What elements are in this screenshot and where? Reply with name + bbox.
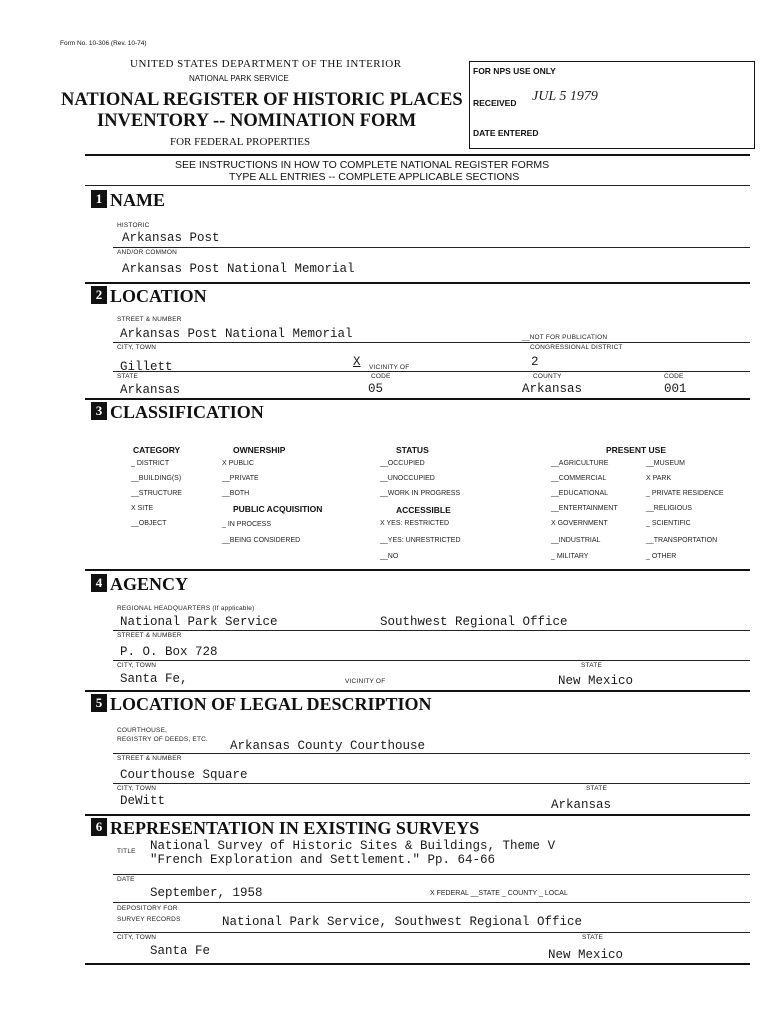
city-label: CITY, TOWN <box>117 344 157 351</box>
county-value: Arkansas <box>522 382 583 396</box>
survey-date-label: DATE <box>117 876 135 883</box>
use-other: _ OTHER <box>646 553 677 560</box>
department-name: UNITED STATES DEPARTMENT OF THE INTERIOR <box>130 58 402 70</box>
section-title: LOCATION <box>110 286 207 306</box>
section-rule <box>85 398 750 400</box>
section-title: REPRESENTATION IN EXISTING SURVEYS <box>110 818 480 838</box>
field-rule <box>113 342 750 343</box>
status-work-in-progress: __WORK IN PROGRESS <box>380 490 461 497</box>
category-district: _ DISTRICT <box>131 460 170 467</box>
ownership-both: __BOTH <box>222 490 250 497</box>
legal-city-value: DeWitt <box>120 794 166 808</box>
use-industrial: __INDUSTRIAL <box>551 537 601 544</box>
legal-city-label: CITY, TOWN <box>117 785 157 792</box>
instructions-line: SEE INSTRUCTIONS IN HOW TO COMPLETE NATIONAL REGISTER FORMS <box>175 159 550 171</box>
ownership-header: OWNERSHIP <box>233 445 286 455</box>
use-entertainment: __ENTERTAINMENT <box>551 505 618 512</box>
nps-box-label: FOR NPS USE ONLY <box>473 66 556 76</box>
public-acquisition-header: PUBLIC ACQUISITION <box>233 504 323 514</box>
historic-label: HISTORIC <box>117 222 150 229</box>
section-rule <box>85 963 750 965</box>
acquisition-in-process: _ IN PROCESS <box>222 521 272 528</box>
survey-city-label: CITY, TOWN <box>117 934 157 941</box>
agency-vicinity-label: VICINITY OF <box>345 678 386 685</box>
section-rule <box>85 690 750 692</box>
category-structure: __STRUCTURE <box>131 490 182 497</box>
section-rule <box>85 814 750 816</box>
use-transportation: __TRANSPORTATION <box>646 537 718 544</box>
use-private-residence: _ PRIVATE RESIDENCE <box>646 490 724 497</box>
code-value: 05 <box>368 382 384 396</box>
survey-title-label: TITLE <box>117 848 136 855</box>
survey-level: X FEDERAL __STATE _ COUNTY _ LOCAL <box>430 890 568 897</box>
code2-label: CODE <box>664 373 684 380</box>
section-title: NAME <box>110 190 165 210</box>
legal-state-value: Arkansas <box>551 798 612 812</box>
accessible-header: ACCESSIBLE <box>396 505 451 515</box>
accessible-unrestricted: __YES: UNRESTRICTED <box>380 537 461 544</box>
congressional-label: CONGRESSIONAL DISTRICT <box>530 344 623 351</box>
section-number: 4 <box>91 574 107 592</box>
field-rule <box>113 874 750 875</box>
use-religious: __RELIGIOUS <box>646 505 692 512</box>
use-park: X PARK <box>646 475 672 482</box>
date-entered-label: DATE ENTERED <box>473 128 539 138</box>
use-commercial: __COMMERCIAL <box>551 475 607 482</box>
survey-title-value: National Survey of Historic Sites & Buildings, Theme V <box>150 839 556 853</box>
hq-office-value: Southwest Regional Office <box>380 615 568 629</box>
hq-label: REGIONAL HEADQUARTERS (If applicable) <box>117 605 255 612</box>
congressional-value: 2 <box>531 355 539 369</box>
category-object: __OBJECT <box>131 520 167 527</box>
county-label: COUNTY <box>533 373 562 380</box>
survey-state-label: STATE <box>582 934 603 941</box>
state-value: Arkansas <box>120 383 181 397</box>
section-number: 1 <box>91 190 107 208</box>
section-title: CLASSIFICATION <box>110 402 264 422</box>
nps-use-box <box>469 61 755 149</box>
agency-state-label: STATE <box>581 662 602 669</box>
agency-city-label: CITY, TOWN <box>117 662 157 669</box>
agency-street-value: P. O. Box 728 <box>120 645 218 659</box>
section-name-heading <box>91 190 165 211</box>
section-title: LOCATION OF LEGAL DESCRIPTION <box>110 694 432 714</box>
survey-city-value: Santa Fe <box>150 944 211 958</box>
category-buildings: __BUILDING(S) <box>131 475 182 482</box>
survey-records-label: SURVEY RECORDS <box>117 916 181 923</box>
registry-label: REGISTRY OF DEEDS, ETC. <box>117 736 209 743</box>
survey-title-value-2: "French Exploration and Settlement." Pp. 64-66 <box>150 853 496 867</box>
survey-date-value: September, 1958 <box>150 886 263 900</box>
not-for-publication: __NOT FOR PUBLICATION <box>522 334 608 341</box>
section-legal-description-heading <box>91 694 432 715</box>
section-surveys-heading <box>91 818 479 839</box>
agency-street-label: STREET & NUMBER <box>117 632 182 639</box>
street-label: STREET & NUMBER <box>117 316 182 323</box>
section-title: AGENCY <box>110 574 189 594</box>
category-header: CATEGORY <box>133 445 181 455</box>
hq-value: National Park Service <box>120 615 278 629</box>
field-rule <box>113 630 750 631</box>
ownership-private: __PRIVATE <box>222 475 259 482</box>
type-entries-line: TYPE ALL ENTRIES -- COMPLETE APPLICABLE SECTIONS <box>229 171 520 183</box>
field-rule <box>113 660 750 661</box>
section-number: 2 <box>91 286 107 304</box>
section-agency-heading <box>91 574 188 595</box>
code-label: CODE <box>371 373 391 380</box>
common-label: AND/OR COMMON <box>117 249 178 256</box>
agency-name: NATIONAL PARK SERVICE <box>189 74 289 83</box>
accessible-no: __NO <box>380 553 399 560</box>
section-number: 3 <box>91 402 107 420</box>
field-rule <box>113 932 750 933</box>
use-museum: __MUSEUM <box>646 460 685 467</box>
use-military: _ MILITARY <box>551 553 589 560</box>
section-rule <box>85 282 750 284</box>
ownership-public: X PUBLIC <box>222 460 254 467</box>
accessible-restricted: X YES: RESTRICTED <box>380 520 450 527</box>
section-classification-heading <box>91 402 264 423</box>
received-stamp: JUL 5 1979 <box>532 89 598 104</box>
legal-state-label: STATE <box>586 785 607 792</box>
vicinity-mark: X <box>353 355 361 369</box>
header-rule <box>85 154 750 156</box>
field-rule <box>113 902 750 903</box>
legal-street-label: STREET & NUMBER <box>117 755 182 762</box>
use-scientific: _ SCIENTIFIC <box>646 520 691 527</box>
legal-street-value: Courthouse Square <box>120 768 248 782</box>
section-number: 5 <box>91 694 107 712</box>
depository-value: National Park Service, Southwest Regional Office <box>222 915 583 929</box>
city-value: Gillett <box>120 360 173 374</box>
historic-value: Arkansas Post <box>122 231 220 245</box>
field-rule <box>113 247 750 248</box>
status-occupied: __OCCUPIED <box>380 460 425 467</box>
agency-city-value: Santa Fe, <box>120 672 188 686</box>
courthouse-value: Arkansas County Courthouse <box>230 739 426 753</box>
present-use-header: PRESENT USE <box>606 445 666 455</box>
common-value: Arkansas Post National Memorial <box>122 262 355 276</box>
code2-value: 001 <box>664 382 687 396</box>
vicinity-label: VICINITY OF <box>369 364 410 371</box>
courthouse-label: COURTHOUSE, <box>117 727 168 734</box>
field-rule <box>113 753 750 754</box>
use-agriculture: __AGRICULTURE <box>551 460 609 467</box>
field-rule <box>113 783 750 784</box>
received-label: RECEIVED <box>473 98 517 108</box>
status-header: STATUS <box>396 445 429 455</box>
status-unoccupied: __UNOCCUPIED <box>380 475 435 482</box>
state-label: STATE <box>117 373 138 380</box>
use-government: X GOVERNMENT <box>551 520 608 527</box>
form-scope: FOR FEDERAL PROPERTIES <box>170 136 311 148</box>
instructions-rule <box>85 185 750 186</box>
form-title: NATIONAL REGISTER OF HISTORIC PLACES <box>61 90 463 110</box>
section-location-heading <box>91 286 207 307</box>
form-subtitle: INVENTORY -- NOMINATION FORM <box>97 111 417 131</box>
form-number: Form No. 10-306 (Rev. 10-74) <box>60 40 147 47</box>
category-site: X SITE <box>131 505 154 512</box>
use-educational: __EDUCATIONAL <box>551 490 609 497</box>
survey-state-value: New Mexico <box>548 948 624 962</box>
section-rule <box>85 569 750 571</box>
agency-state-value: New Mexico <box>558 674 634 688</box>
field-rule <box>113 371 750 372</box>
street-value: Arkansas Post National Memorial <box>120 327 353 341</box>
depository-label: DEPOSITORY FOR <box>117 905 178 912</box>
acquisition-being-considered: __BEING CONSIDERED <box>222 537 301 544</box>
section-number: 6 <box>91 818 107 836</box>
